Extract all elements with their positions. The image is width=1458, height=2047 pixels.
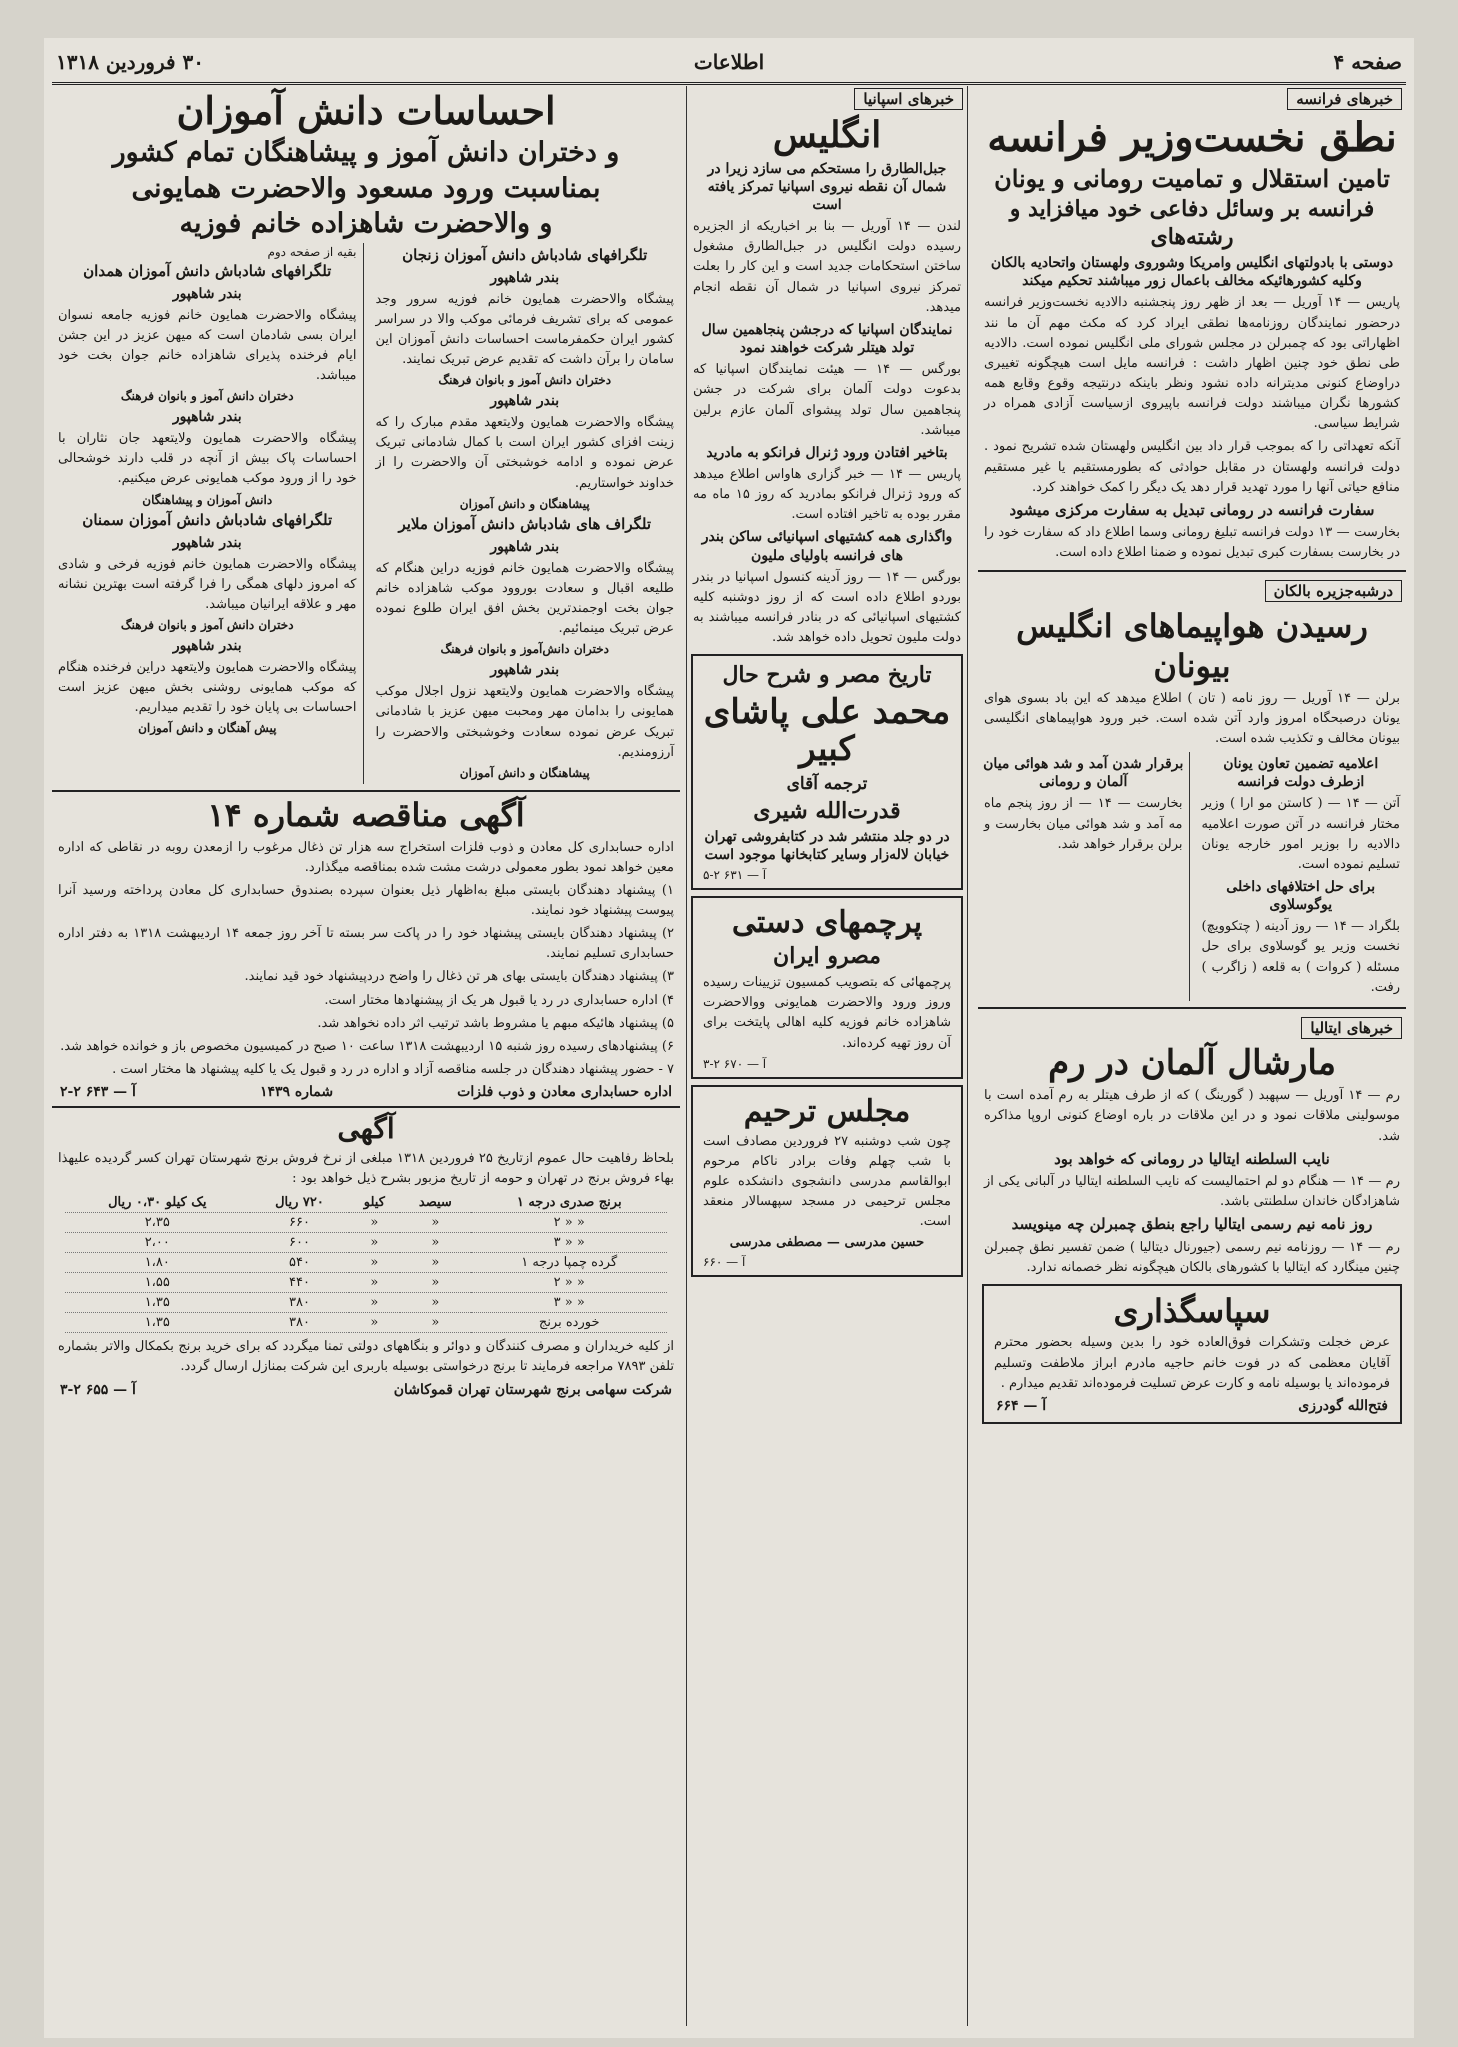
price-cell: « « ۳ [471, 1293, 667, 1313]
page-number: صفحه ۴ [1333, 50, 1402, 74]
article-heading: تلگراف های شادباش دانش آموزان ملایر [398, 515, 652, 534]
telegram-address: بندر شاهپور [490, 662, 560, 679]
telegram-body: پیشگاه والاحضرت همایون خانم فوزیه جامعه نسوان ایران بسی شادمان است که میهن عزیز در این جشن ایام فرخنده پذیرای شاهزاده خانم جوان بخت خود میباشد. [58, 307, 357, 384]
book-advert [691, 654, 963, 889]
advert-code: آ — ۶۳۱ ۲-۵ [703, 867, 767, 882]
headline: احساسات دانش آموزان [176, 88, 556, 133]
price-cell: « [400, 1213, 471, 1233]
price-cell: ۵۴۰ [250, 1253, 349, 1273]
telegrams-block [52, 243, 680, 784]
telegram-signature: پیشاهنگان و دانش آموزان [459, 765, 590, 780]
headline: نطق نخست‌وزیر فرانسه [987, 114, 1397, 161]
divider [52, 790, 680, 792]
article-heading: تلگرافهای شادباش دانش آموزان زنجان [402, 246, 648, 265]
article-heading: نایب السلطنه ایتالیا در رومانی که خواهد بود [1054, 1149, 1330, 1168]
page-header [52, 46, 1406, 85]
notice-title: مجلس ترحیم [743, 1093, 911, 1129]
tender-signer: اداره حسابداری معادن و ذوب فلزات [457, 1084, 672, 1101]
telegram-body: پیشگاه والاحضرت همایون ولایتعهد دراین فرخنده هنگام که موکب همایونی روشنی بخش میهن عزیز است احساسات بی پایان خود را تقدیم میداریم. [58, 659, 357, 716]
article-heading: بتاخیر افتادن ورود ژنرال فرانکو به مادرید [706, 444, 948, 461]
price-cell: « [349, 1293, 400, 1313]
telegram-address: بندر شاهپور [172, 534, 242, 551]
price-cell: ۳۸۰ [250, 1313, 349, 1333]
telegram-address: بندر شاهپور [490, 269, 560, 286]
price-cell: خورده برنج [471, 1313, 667, 1333]
article-body: رم — ۱۴ — هنگام دو لم احتمالیست که نایب السلطنه ایتالیا در آلبانی یکی از شاهزادگان خاندان سلطنتی باشد. [984, 1174, 1400, 1210]
article-heading: اعلامیه تضمین تعاون یونان ازطرف دولت فرانسه [1223, 755, 1379, 791]
price-cell: ۱،۳۵ [65, 1313, 250, 1333]
article-heading: تلگرافهای شادباش دانش آموزان همدان [83, 262, 332, 281]
telegram-signature: پیشاهنگان و دانش آموزان [459, 496, 590, 511]
price-table-header-cell: یک کیلو ۰،۳۰ ریال [65, 1193, 250, 1213]
price-table-row [65, 1273, 668, 1293]
subheadline: بمناسبت ورود مسعود والاحضرت همایونی [131, 172, 601, 204]
price-table-row [65, 1313, 668, 1333]
subheadline: دوستی با بادولتهای انگلیس وامریکا وشوروی ولهستان واتحادیه بالکان وکلیه کشورهائیکه مخالف باعمال زور میباشند تحکیم میکند [990, 255, 1394, 290]
price-cell: « [349, 1313, 400, 1333]
telegram-body: پیشگاه والاحضرت همایون خانم فوزیه دراین هنگام که طلیعه اقبال و سعادت بوروود موکب شاهزاده خانم جوان بخت اوجمندترین بخش افق ایران طلوع نموده عرض تبریک مینمائیم. [375, 560, 674, 637]
tender-note: ۷ - حضور پیشنهاد دهندگان در جلسه مناقصه آزاد و اداره در رد و قبول یک یا کلیه پیشنهاد ها مختار است . [112, 1062, 674, 1078]
notice-signature: حسین مدرسی — مصطفی مدرسی [729, 1235, 925, 1251]
flags-advert [691, 896, 963, 1079]
price-cell: ۶۶۰ [250, 1213, 349, 1233]
section-label: خبرهای اسپانیا [854, 88, 963, 110]
two-column-block [978, 752, 1406, 1001]
book-name: محمد علی پاشای کبیر [703, 691, 951, 770]
article-body: بخارست — ۱۴ — از روز پنجم ماه مه آمد و شد هوائی میان بخارست و برلن برقرار خواهد شد. [984, 796, 1183, 852]
divider [978, 570, 1406, 572]
article-body: بخارست — ۱۳ دولت فرانسه تبلیغ رومانی وسما اطلاع داد که سفارت خود را در بخارست بسفارت کبری تبدیل نموده و ضمنا اطلاع داده است. [984, 525, 1400, 561]
price-cell: ۱،۳۵ [65, 1293, 250, 1313]
tender-code: آ — ۶۴۳ ۲-۲ [60, 1084, 136, 1101]
notice-signer: فتح‌الله گودرزی [1298, 1397, 1388, 1414]
telegram-signature: پیش آهنگان و دانش آموزان [138, 721, 277, 736]
translator-name: قدرت‌الله شیری [753, 797, 901, 824]
issue-date: ۳۰ فروردین ۱۳۱۸ [56, 50, 204, 74]
price-cell: « « ۲ [471, 1273, 667, 1293]
telegram-signature: دانش آموزان و پیشاهنگان [142, 492, 273, 507]
telegram-address: بندر شاهپور [172, 637, 242, 654]
price-cell: « [349, 1233, 400, 1253]
price-cell: ۱،۸۰ [65, 1253, 250, 1273]
article-body: بلگراد — ۱۴ — روز آدینه ( چتکوویچ) نخست وزیر یو گوسلاوی برای حل مسئله ( کروات ) به قلعه ( زاگرب ) رفت. [1201, 919, 1400, 995]
telegram-address: بندر شاهپور [490, 538, 560, 555]
telegram-body: پیشگاه والاحضرت همایون ولایتعهد مقدم مبارک را که زینت افزای کشور ایران است با کمال شادمانی تبریک عرض نموده و ادامه خوشبختی آن والاحضرت را از خداوند خواستاریم. [375, 415, 674, 491]
advert-title: پرچمهای دستی [731, 904, 923, 940]
article-body: بورگس — ۱۴ — هیئت نمایندگان اسپانیا که بدعوت دولت آلمان برای شرکت در جشن پنجاهمین سال تولد پیشوای آلمان عازم برلین میباشد. [693, 362, 962, 438]
price-cell: ۶۰۰ [250, 1233, 349, 1253]
article-body: لندن — ۱۴ آوریل — بنا بر اخباریکه از الجزیره رسیده دولت انگلیس در جبل‌الطارق مشغول ساختن استحکامات جدید است و این کار را بعلت تمرکز نیروی اسپانیا در شمال آن نقطه انجام میدهد. [693, 219, 961, 315]
price-cell: « [400, 1273, 471, 1293]
telegram-body: پیشگاه والاحضرت همایون ولایتعهد جان نثاران با احساسات پاک بیش از آنچه در قلب دارند خوشحالی خود را از ورود موکب همایونی عرض میکنیم. [58, 431, 357, 487]
telegram-signature: دختران دانش آموز و بانوان فرهنگ [120, 389, 294, 404]
article-heading: روز نامه نیم رسمی ایتالیا راجع بنطق چمبرلن چه مینویسد [1011, 1215, 1373, 1234]
article-heading: تلگرافهای شادباش دانش آموزان سمنان [82, 511, 333, 530]
subheadline: تامین استقلال و تمامیت رومانی و یونان [994, 164, 1390, 193]
article-body: بورگس — ۱۴ — روز آدینه کنسول اسپانیا در بندر بوردو اطلاع داده است که از روز دوشنبه کلیه کشتیهای اسپانیائی که در بنادر فرانسه میباشند به دولت ملیون تحویل داده خواهد شد. [693, 569, 961, 646]
price-cell: « [349, 1253, 400, 1273]
advert-signer: شرکت سهامی برنج شهرستان تهران قموکاشان [393, 1381, 672, 1398]
advert-signature [60, 1382, 672, 1398]
headline: مارشال آلمان در رم [1048, 1042, 1336, 1083]
headline: رسیدن هواپیماهای انگلیس بیونان [1016, 606, 1368, 685]
price-table-row [65, 1213, 668, 1233]
article-heading: برقرار شدن آمد و شد هوائی میان آلمان و رومانی [983, 755, 1184, 791]
divider [978, 1007, 1406, 1009]
section-label: خبرهای فرانسه [1287, 88, 1402, 110]
price-cell: « [400, 1293, 471, 1313]
price-cell: « « ۲ [471, 1213, 667, 1233]
subheadline: و دختران دانش آموز و پیشاهنگان تمام کشور [112, 136, 620, 168]
price-cell: « [349, 1213, 400, 1233]
price-cell: ۲،۳۵ [65, 1213, 250, 1233]
tender-number: شماره ۱۴۳۹ [259, 1084, 334, 1101]
article-body: رم — ۱۴ — روزنامه نیم رسمی (جیورنال دیتالیا ) ضمن تفسیر نطق چمبرلن چنین مینگارد که ایتالیا با کشورهای بالکان هیچگونه نظر خصمانه ندارد. [984, 1239, 1400, 1276]
advert-body: پرچمهائی که بتصویب کمسیون تزیینات رسیده وروز ورود والاحضرت همایونی ووالاحضرت شاهزاده خانم فوزیه کلیه اهالی پایتخت برای آن روز تهیه کرده‌اند. [703, 975, 951, 1051]
telegram-signature: دختران دانش آموز و بانوان فرهنگ [438, 373, 612, 388]
price-cell: گرده چمپا درجه ۱ [471, 1253, 667, 1273]
column-spain [686, 86, 968, 2026]
telegram-address: بندر شاهپور [172, 408, 242, 425]
article-heading: برای حل اختلافهای داخلی یوگوسلاوی [1226, 878, 1376, 914]
article-body: آتن — ۱۴ — ( کاستن مو ارا ) وزیر مختار فرانسه در آتن صورت اعلامیه دالادیه را بوزیر امور خارجه یونان تسلیم نموده است. [1201, 796, 1401, 872]
telegram-address: بندر شاهپور [172, 285, 242, 302]
article-body: برلن — ۱۴ آوریل — روز نامه ( تان ) اطلاع میدهد که این باد بسوی هوای یونان درصبحگاه امروز وارد آتن شده است. خبر ورود هواپیماهای انگلیسی بیونان مخالف و تکذیب شده است. [984, 690, 1400, 746]
price-table-header-cell: ۷۲۰ ریال [250, 1193, 349, 1213]
tender-item: ۲) پیشنهاد دهندگان بایستی پیشنهاد خود را در پاکت سر بسته تا آخر روز جمعه ۱۴ اردیبهشت ۱۳۱۸ به دفتر اداره حسابداری تسلیم نمایند. [58, 926, 674, 962]
tender-item: ۱) پیشنهاد دهندگان بایستی مبلغ به‌اظهار ذیل بعنوان سپرده بصندوق حسابداری کل معادن پرداخته ورسید آنرا پیوست پیشنهاد خود نمایند. [58, 882, 674, 919]
subheadline: جبل‌الطارق را مستحکم می سازد زیرا در شمال آن نقطه نیروی اسپانیا تمرکز یافته است [707, 160, 947, 213]
advert-body: در دو جلد منتشر شد در کتابفروشی تهران خیابان لاله‌زار وسایر کتابخانها موجود است [704, 829, 950, 864]
price-cell: ۴۴۰ [250, 1273, 349, 1293]
article-heading: سفارت فرانسه در رومانی تبدیل به سفارت مرکزی میشود [1009, 500, 1375, 519]
section-label: خبرهای ایتالیا [1301, 1017, 1402, 1039]
price-cell: « [400, 1253, 471, 1273]
notice-body: چون شب دوشنبه ۲۷ فروردین مصادف است با شب چهلم وفات برادر ناکام مرحوم ابوالقاسم مدرسی دانشجوی دانشکده علوم مجلس ترحیمی در مسجد سپهسالار منعقد است. [703, 1133, 951, 1230]
telegram-signature: دختران دانش آموز و بانوان فرهنگ [120, 618, 294, 633]
tender-item: ۵) پیشنهاد هائیکه مبهم یا مشروط باشد ترتیب اثر داده نخواهد شد. [317, 1015, 674, 1031]
telegram-body: پیشگاه والاحضرت همایون خانم فوزیه فرخی و شادی که امروز دلهای همگی را فرا گرفته است بهترین نشانه مهر و علاقه ایرانیان میباشد. [58, 556, 357, 613]
price-cell: ۳۸۰ [250, 1293, 349, 1313]
column-students [52, 86, 680, 2026]
article-heading: نمایندگان اسپانیا که درجشن پنجاهمین سال تولد هیتلر شرکت خواهند نمود [701, 321, 953, 357]
price-table-header-cell: سیصد [400, 1193, 471, 1213]
notice-code: آ — ۶۶۴ [996, 1397, 1047, 1414]
article-body: پاریس — ۱۴ آوریل — بعد از ظهر روز پنجشنبه دالادیه نخست‌وزیر فرانسه درحضور نمایندگان روزنامه‌ها نطقی ایراد کرد که مکث مهم آن ما نند اظهاراتی بود که چمبرلن در مجلس شورای ملی انگلیس نموده است. دالادیه طی نطق خود چنین اظهار داشت : فرانسه مایل است هیچگونه تغییری دراوضاع کنونی مدیترانه داده نشود ونظر باینکه درنتیجه وقوع وقایع همه کشورها نگران میباشند دولت فرانسه باپیروی ازسیاست آزادی همراه در شرایط سیاسی. [984, 295, 1400, 432]
translator-label: ترجمه آقای [786, 773, 868, 794]
notice-body: عرض خجلت وتشکرات فوق‌العاده خود را بدین وسیله بحضور محترم آقایان معظمی که در فوت خانم حاجیه مادرم ابراز ملاطفت وتسلیم فرموده‌اند یا بوسیله نامه و کارت عرض تسلیت فرموده‌اند تقدیم میدارم . [994, 1335, 1390, 1391]
price-table-header-cell: برنج صدری درجه ۱ [471, 1193, 667, 1213]
advert-code: آ — ۶۵۵ ۲-۳ [60, 1381, 136, 1398]
telegram-address: بندر شاهپور [490, 392, 560, 409]
price-cell: « « ۳ [471, 1233, 667, 1253]
advert-body: از کلیه خریداران و مصرف کنندگان و دوائر و بنگاههای دولتی تمنا میگردد که برای خرید برنج بکمکال والاتر بشماره تلفن ۷۸۹۳ مراجعه فرمایند تا برنج درخواستی بوسیله باربری این شرکت بمنازل ارسال گردد. [58, 1339, 674, 1375]
telegram-signature: دختران دانش‌آموز و بانوان فرهنگ [440, 642, 609, 657]
section-label: درشبه‌جزیره بالکان [1265, 580, 1402, 602]
telegram-body: پیشگاه والاحضرت همایون خانم فوزیه سرور وجد عمومی که برای تشریف فرمائی موکب والا در سراسر کشور ایران حکمفرماست احساسات دانش آموزان این سامان را برآن داشت که تقدیم عرض تبریک نمایند. [375, 291, 674, 368]
price-table-header-cell: کیلو [349, 1193, 400, 1213]
advert-title: آگهی [337, 1112, 395, 1146]
thanks-notice [982, 1284, 1402, 1424]
tender-item: ۳) پیشنهاد دهندگان بایستی بهای هر تن ذغال را واضح دردپیشنهاد خود قید نمایند. [244, 969, 674, 985]
advert-code: آ — ۶۷۰ ۲-۳ [703, 1056, 767, 1071]
headline: انگلیس [772, 114, 882, 156]
price-cell: ۱،۵۵ [65, 1273, 250, 1293]
tender-intro: اداره حسابداری کل معادن و ذوب فلزات استخراج سه هزار تن ذغال مرغوب را ازمعدن روبه در نقاطی که اداره معین خواهد نمود بطور معمولی درشت مشت شده بمناقصه میگذارد. [58, 839, 674, 875]
column-france [978, 86, 1406, 2026]
article-body: رم — ۱۴ آوریل — سپهبد ( گورینگ ) که از طرف هیتلر به رم آمده است با موسولینی ملاقات نمود و در این ملاقات در باره اوضاع کنونی اروپا مذاکره شد. [984, 1088, 1401, 1144]
article-heading: واگذاری همه کشتیهای اسپانیائی ساکن بندر های فرانسه باولیای ملیون [701, 529, 953, 564]
subheadline: و والاحضرت شاهزاده خانم فوزیه [179, 208, 553, 240]
notice-title: سپاسگذاری [1113, 1292, 1271, 1331]
subheadline: فرانسه بر وسائل دفاعی خود میافزاید و رشته‌های [1009, 196, 1375, 250]
newspaper-page [44, 38, 1414, 2038]
price-table [65, 1193, 668, 1333]
memorial-notice [691, 1085, 963, 1278]
advert-title: تاریخ مصر و شرح حال [722, 662, 932, 689]
paper-name: اطلاعات [693, 50, 765, 74]
price-table-header [65, 1193, 668, 1213]
price-table-row [65, 1233, 668, 1253]
notice-signature [996, 1398, 1388, 1414]
price-cell: « [400, 1233, 471, 1253]
price-cell: ۲،۰۰ [65, 1233, 250, 1253]
price-table-row [65, 1293, 668, 1313]
tender-title: آگهی مناقصه شماره ۱۴ [207, 796, 525, 835]
advert-subtitle: مصرو ایران [773, 942, 881, 969]
advert-body: بلحاظ رفاهیت حال عموم ازتاریخ ۲۵ فروردین ۱۳۱۸ مبلغی از نرخ فروش برنج شهرستان تهران کسر گردیده علیهذا بهاء فروش برنج در تهران و حومه از تاریخ مزبور بشرح ذیل خواهد بود : [58, 1150, 675, 1187]
notice-code: آ — ۶۶۰ [703, 1255, 746, 1270]
tender-item: ۶) پیشنهادهای رسیده روز شنبه ۱۵ اردیبهشت ۱۳۱۸ ساعت ۱۰ صبح در کمیسیون مخصوص باز و خوانده خواهد شد. [60, 1038, 674, 1054]
article-body: آنکه تعهداتی را که بموجب قرار داد بین انگلیس ولهستان شده تشریح نمود . دولت فرانسه ولهستان در مقابل حوادثی که بطورمستقیم یا غیر مستقیم منافع حیاتی آنها را مورد تهدید قرار دهد یک دیگر را کمک خواهند کرد. [984, 439, 1400, 495]
telegram-body: پیشگاه والاحضرت همایون ولایتعهد نزول اجلال موکب همایونی را بدامان مهر ومحبت میهن عزیز با شادمانی تبریک عرض نموده سعادت وخوشبختی والاحضرت را آرزومندیم. [375, 684, 674, 760]
price-table-row [65, 1253, 668, 1273]
price-cell: « [349, 1273, 400, 1293]
article-body: پاریس — ۱۴ — خبر گزاری هاواس اطلاع میدهد که ورود ژنرال فرانکو بمادرید که روز ۱۵ ماه مه مقرر بوده به تاخیر افتاده است. [693, 466, 961, 523]
tender-item: ۴) اداره حسابداری در رد یا قبول هر یک از پیشنهادها مختار است. [324, 992, 674, 1008]
divider [52, 1106, 680, 1108]
price-cell: « [400, 1313, 471, 1333]
tender-signature [60, 1084, 672, 1100]
continuation-note: بقیه از صفحه دوم [267, 245, 357, 260]
